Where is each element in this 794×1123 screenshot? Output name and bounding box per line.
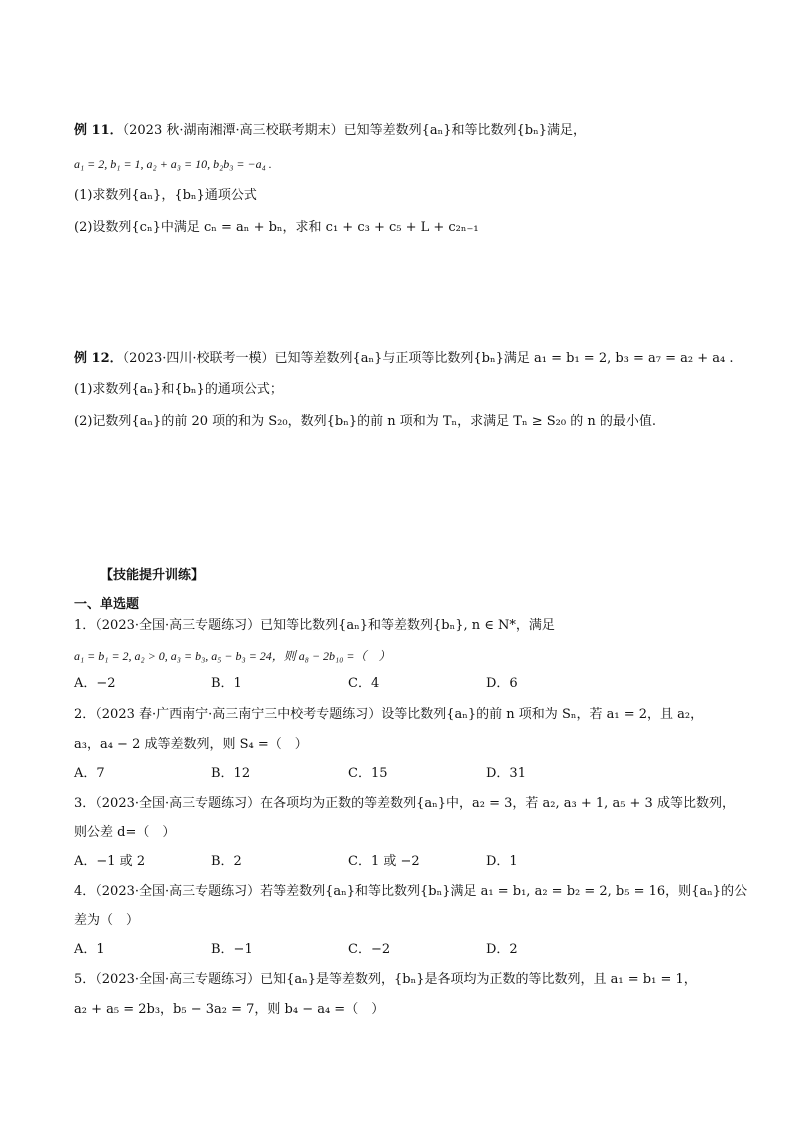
question-2-options — [74, 765, 714, 783]
option-d: D．31 — [486, 766, 526, 781]
example-12-label: 例 12． — [74, 351, 123, 366]
example-12-part-2: (2)记数列{aₙ}的前 20 项的和为 S₂₀，数列{bₙ}的前 n 项和为 Tₙ，求满足 Tₙ ≥ S₂₀ 的 n 的最小值. — [74, 414, 656, 429]
example-12-part-1: (1)求数列{aₙ}和{bₙ}的通项公式； — [74, 382, 283, 397]
question-4-options — [74, 941, 714, 959]
option-a: A．−2 — [74, 676, 116, 691]
option-b: B．1 — [211, 676, 242, 691]
question-2-line-2: a₃，a₄ − 2 成等差数列，则 S₄ =（ ） — [74, 737, 308, 752]
option-b: B．−1 — [211, 942, 253, 957]
training-header: 【技能提升训练】 — [100, 568, 205, 583]
section-header: 一、单选题 — [74, 597, 140, 612]
question-3-line-2: 则公差 d=（ ） — [74, 825, 176, 840]
example-11-stem — [74, 122, 586, 140]
example-11-text: （2023 秋·湖南湘潭·高三校联考期末）已知等差数列{aₙ}和等比数列{bₙ}满足， — [122, 123, 587, 138]
question-2-line-1: 2．（2023 春·广西南宁·高三南宁三中校考专题练习）设等比数列{aₙ}的前 n 项和为 Sₙ，若 a₁ = 2，且 a₂， — [74, 707, 704, 722]
question-3-line-1: 3．（2023·全国·高三专题练习）在各项均为正数的等差数列{aₙ}中，a₂ = 3，若 a₂, a₃ + 1, a₅ + 3 成等比数列， — [74, 796, 735, 811]
option-d: D．1 — [486, 854, 518, 869]
option-a: A．1 — [74, 942, 105, 957]
question-3-options — [74, 853, 714, 871]
question-1-line-2: a₁ = b₁ = 2, a₂ > 0, a₃ = b₃, a₅ − b₃ = 24，则 a₈ − 2b₁₀ =（ ） — [74, 649, 391, 663]
option-a: A．7 — [74, 766, 105, 781]
option-c: C．4 — [348, 676, 380, 691]
option-c: C．−2 — [348, 942, 391, 957]
question-1-options — [74, 675, 714, 693]
option-b: B．2 — [211, 854, 242, 869]
option-d: D．6 — [486, 676, 518, 691]
option-b: B．12 — [211, 766, 251, 781]
example-11-label: 例 11． — [74, 123, 123, 138]
example-12-stem — [74, 350, 734, 368]
example-12-text: （2023·四川·校联考一模）已知等差数列{aₙ}与正项等比数列{bₙ}满足 a₁ = b₁ = 2, b₃ = a₇ = a₂ + a₄ . — [122, 351, 734, 366]
example-11-conditions: a₁ = 2, b₁ = 1, a₂ + a₃ = 10, b₂b₃ = −a₄ . — [74, 157, 272, 171]
question-4-line-2: 差为（ ） — [74, 913, 140, 928]
example-11-part-2: (2)设数列{cₙ}中满足 cₙ = aₙ + bₙ，求和 c₁ + c₃ + c₅ + L + c₂ₙ₋₁ — [74, 220, 479, 235]
option-c: C．1 或 −2 — [348, 854, 420, 869]
question-5-line-1: 5．（2023·全国·高三专题练习）已知{aₙ}是等差数列，{bₙ}是各项均为正数的等比数列，且 a₁ = b₁ = 1， — [74, 972, 697, 987]
option-a: A．−1 或 2 — [74, 854, 146, 869]
question-1-line-1: 1．（2023·全国·高三专题练习）已知等比数列{aₙ}和等差数列{bₙ}, n ∈ N*，满足 — [74, 618, 555, 633]
option-d: D．2 — [486, 942, 518, 957]
option-c: C．15 — [348, 766, 388, 781]
example-11-part-1: (1)求数列{aₙ}，{bₙ}通项公式 — [74, 188, 257, 203]
question-4-line-1: 4．（2023·全国·高三专题练习）若等差数列{aₙ}和等比数列{bₙ}满足 a₁ = b₁, a₂ = b₂ = 2, b₅ = 16，则{aₙ}的公 — [74, 884, 748, 899]
question-5-line-2: a₂ + a₅ = 2b₃，b₅ − 3a₂ = 7，则 b₄ − a₄ =（ ） — [74, 1002, 385, 1017]
